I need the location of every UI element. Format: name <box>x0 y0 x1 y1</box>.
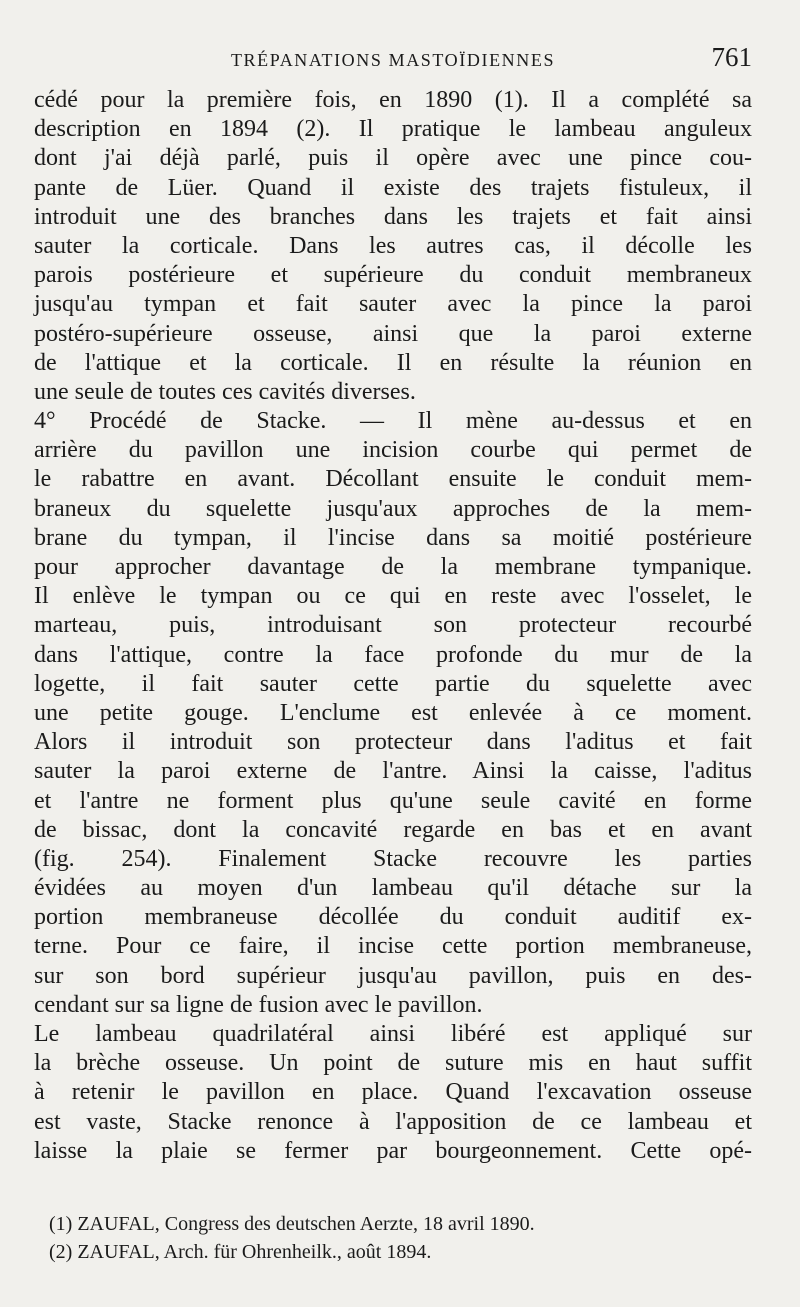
footnote: (1) ZAUFAL, Congress des deutschen Aerzte, 18 avril 1890. <box>49 1213 535 1235</box>
text-line: logette, il fait sauter cette partie du squelette avec <box>34 670 752 697</box>
text-line: portion membraneuse décollée du conduit auditif ex- <box>34 904 752 931</box>
running-header <box>34 42 752 78</box>
text-line: 4° Procédé de Stacke. — Il mène au-dessus et en <box>34 408 752 435</box>
text-line: terne. Pour ce faire, il incise cette portion membraneuse, <box>34 933 752 960</box>
text-line: une petite gouge. L'enclume est enlevée à ce moment. <box>34 699 752 726</box>
text-line: introduit une des branches dans les trajets et fait ainsi <box>34 203 752 230</box>
text-line: sauter la paroi externe de l'antre. Ainsi la caisse, l'aditus <box>34 758 752 785</box>
text-line: (fig. 254). Finalement Stacke recouvre les parties <box>34 845 752 872</box>
text-line: sur son bord supérieur jusqu'au pavillon, puis en des- <box>34 962 752 989</box>
text-line: à retenir le pavillon en place. Quand l'excavation osseuse <box>34 1079 752 1106</box>
text-line: marteau, puis, introduisant son protecteur recourbé <box>34 612 752 639</box>
text-line: une seule de toutes ces cavités diverses. <box>34 378 416 405</box>
page-number: 761 <box>711 42 752 72</box>
text-line: sauter la corticale. Dans les autres cas, il décolle les <box>34 232 752 259</box>
text-line: Alors il introduit son protecteur dans l'aditus et fait <box>34 729 752 756</box>
text-line: postéro-supérieure osseuse, ainsi que la paroi externe <box>34 320 752 347</box>
text-line: braneux du squelette jusqu'aux approches de la mem- <box>34 495 752 522</box>
text-line: pour approcher davantage de la membrane tympanique. <box>34 554 752 580</box>
text-line: cendant sur sa ligne de fusion avec le pavillon. <box>34 991 483 1018</box>
text-line: brane du tympan, il l'incise dans sa moitié postérieure <box>34 524 752 551</box>
text-line: de l'attique et la corticale. Il en résulte la réunion en <box>34 349 752 376</box>
text-line: de bissac, dont la concavité regarde en bas et en avant <box>34 816 752 843</box>
text-line: Le lambeau quadrilatéral ainsi libéré est appliqué sur <box>34 1021 752 1047</box>
footnotes <box>49 1210 752 1266</box>
text-line: dont j'ai déjà parlé, puis il opère avec une pince cou- <box>34 145 752 172</box>
text-line: laisse la plaie se fermer par bourgeonnement. Cette opé- <box>34 1137 752 1164</box>
text-line: arrière du pavillon une incision courbe qui permet de <box>34 437 752 464</box>
text-line: parois postérieure et supérieure du conduit membraneux <box>34 262 752 289</box>
text-line: et l'antre ne forment plus qu'une seule cavité en forme <box>34 787 752 814</box>
text-line: évidées au moyen d'un lambeau qu'il détache sur la <box>34 875 752 902</box>
text-line: cédé pour la première fois, en 1890 (1). Il a complété sa <box>34 87 752 113</box>
running-title: TRÉPANATIONS MASTOÏDIENNES <box>230 50 556 70</box>
footnote: (2) ZAUFAL, Arch. für Ohrenheilk., août 1894. <box>49 1241 432 1263</box>
text-line: pante de Lüer. Quand il existe des trajets fistuleux, il <box>34 174 752 201</box>
text-line: description en 1894 (2). Il pratique le lambeau anguleux <box>34 116 752 143</box>
body-text <box>34 86 752 1166</box>
text-line: jusqu'au tympan et fait sauter avec la pince la paroi <box>34 291 752 318</box>
text-line: la brèche osseuse. Un point de suture mis en haut suffit <box>34 1050 752 1077</box>
text-line: le rabattre en avant. Décollant ensuite le conduit mem- <box>34 466 752 493</box>
text-line: Il enlève le tympan ou ce qui en reste avec l'osselet, le <box>34 583 752 610</box>
text-line: dans l'attique, contre la face profonde du mur de la <box>34 641 752 668</box>
text-line: est vaste, Stacke renonce à l'apposition de ce lambeau et <box>34 1108 752 1135</box>
